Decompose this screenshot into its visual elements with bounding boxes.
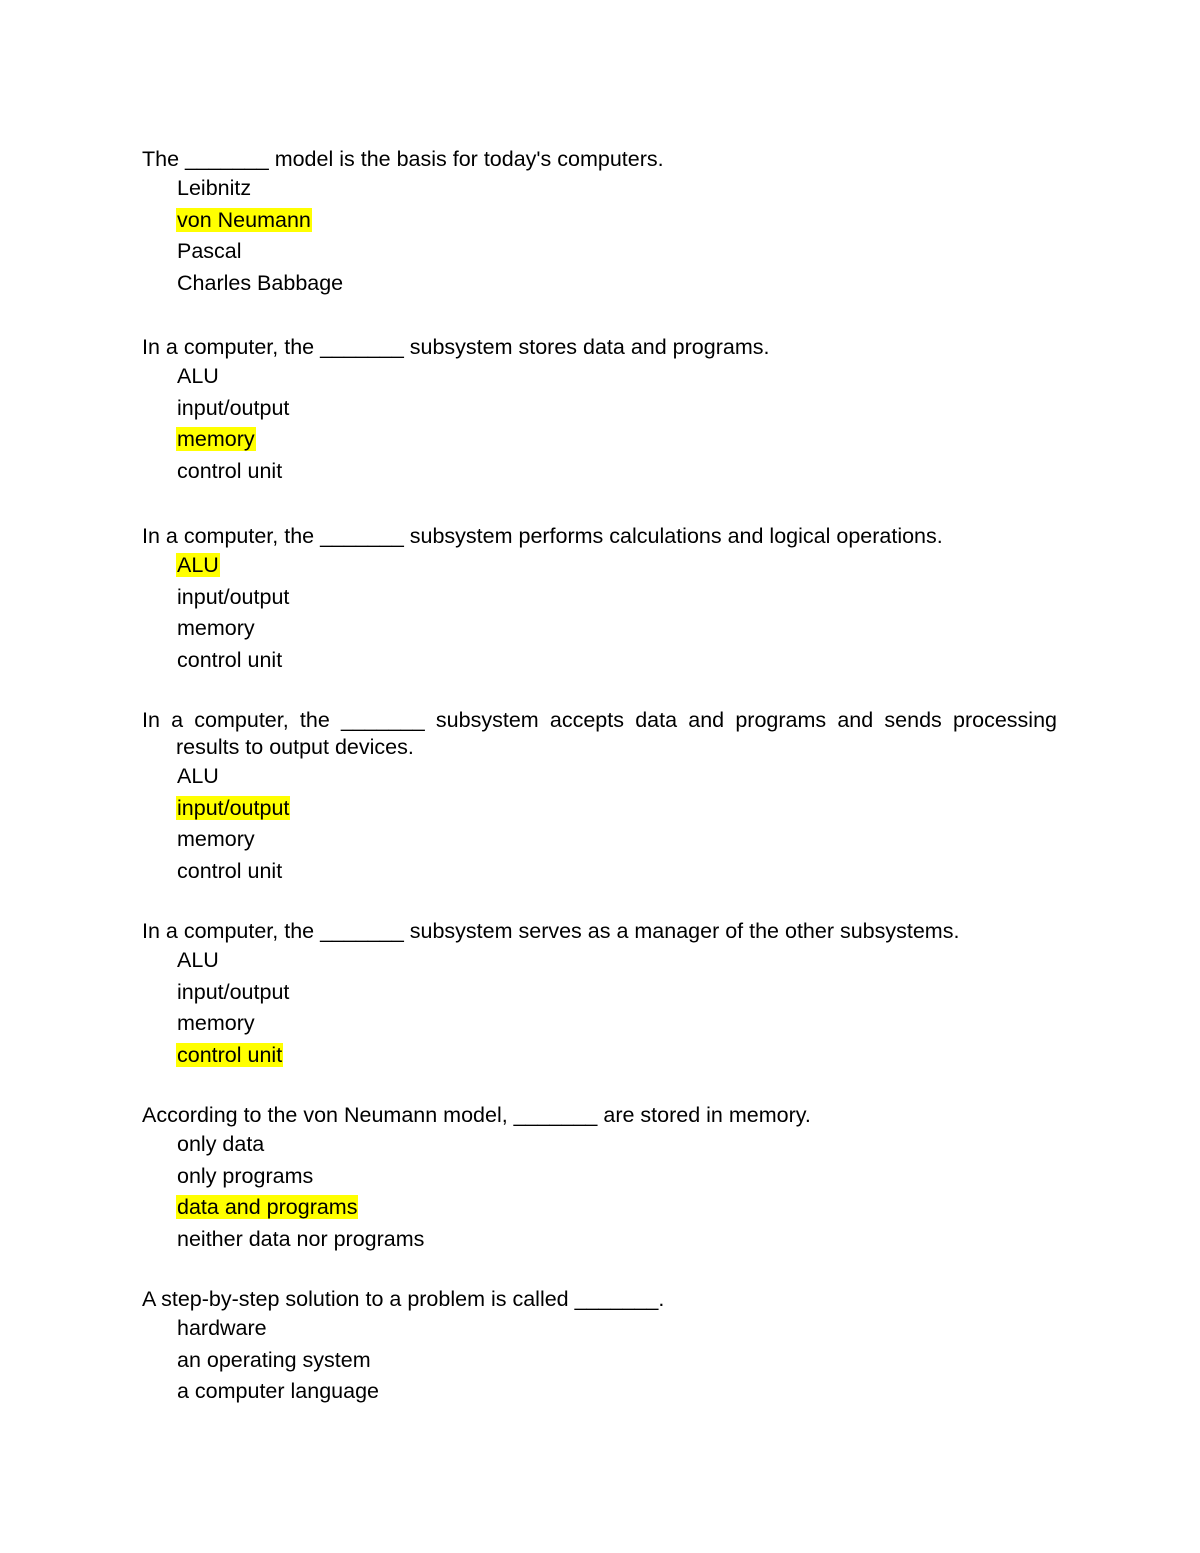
option xyxy=(142,1008,1057,1040)
option xyxy=(142,361,1057,393)
option xyxy=(142,424,1057,456)
question-text: A step-by-step solution to a problem is called _______. xyxy=(142,1287,665,1311)
option xyxy=(142,645,1057,677)
option-list xyxy=(142,550,1057,676)
option xyxy=(142,393,1057,425)
option xyxy=(142,1192,1057,1224)
option-text: ALU xyxy=(177,364,219,388)
option xyxy=(142,1129,1057,1161)
question-1 xyxy=(142,146,1057,299)
option-text: control unit xyxy=(177,858,283,883)
option xyxy=(142,977,1057,1009)
option xyxy=(142,613,1057,645)
option xyxy=(142,582,1057,614)
option-list xyxy=(142,361,1057,487)
option-text: only data xyxy=(177,1132,265,1156)
option xyxy=(142,793,1057,825)
highlighted-answer: von Neumann xyxy=(177,207,311,232)
option-text: hardware xyxy=(177,1316,267,1340)
option xyxy=(142,1345,1057,1377)
option xyxy=(142,1313,1057,1345)
option-text: ALU xyxy=(177,948,219,972)
option xyxy=(142,945,1057,977)
option xyxy=(142,1040,1057,1072)
option-text: neither data nor programs xyxy=(177,1226,425,1251)
option xyxy=(142,205,1057,237)
option-text: control unit xyxy=(177,647,283,672)
option-text: Leibnitz xyxy=(177,176,252,200)
option-text: Charles Babbage xyxy=(177,270,344,295)
option xyxy=(142,1224,1057,1256)
option xyxy=(142,856,1057,888)
question-text: In a computer, the _______ subsystem accepts data and programs and sends processing results to output devices. xyxy=(142,708,1057,759)
option-text: an operating system xyxy=(177,1347,371,1372)
highlighted-answer: memory xyxy=(177,427,255,451)
option xyxy=(142,1376,1057,1408)
question-text: The _______ model is the basis for today's computers. xyxy=(142,147,664,171)
option-text: a computer language xyxy=(177,1379,380,1403)
option-list xyxy=(142,761,1057,887)
question-3 xyxy=(142,523,1057,676)
option-text: memory xyxy=(177,827,255,851)
option xyxy=(142,268,1057,300)
question-text: In a computer, the _______ subsystem stores data and programs. xyxy=(142,335,770,359)
option-text: input/output xyxy=(177,584,290,609)
option-text: only programs xyxy=(177,1163,314,1188)
question-text: According to the von Neumann model, _______ are stored in memory. xyxy=(142,1103,811,1127)
option-text: input/output xyxy=(177,395,290,420)
question-7 xyxy=(142,1286,1057,1408)
question-text: In a computer, the _______ subsystem serves as a manager of the other subsystems. xyxy=(142,919,960,943)
option xyxy=(142,1161,1057,1193)
option-text: control unit xyxy=(177,458,283,483)
question-6 xyxy=(142,1102,1057,1255)
option xyxy=(142,173,1057,205)
option-list xyxy=(142,945,1057,1071)
option-list xyxy=(142,1313,1057,1408)
option-text: Pascal xyxy=(177,239,242,263)
option-list xyxy=(142,1129,1057,1255)
highlighted-answer: data and programs xyxy=(177,1195,358,1219)
option xyxy=(142,761,1057,793)
option xyxy=(142,550,1057,582)
question-4 xyxy=(142,707,1057,887)
highlighted-answer: ALU xyxy=(177,553,219,577)
question-2 xyxy=(142,334,1057,487)
option xyxy=(142,824,1057,856)
option-list xyxy=(142,173,1057,299)
option-text: ALU xyxy=(177,764,219,788)
option xyxy=(142,236,1057,268)
option-text: input/output xyxy=(177,979,290,1004)
question-text: In a computer, the _______ subsystem performs calculations and logical operations. xyxy=(142,524,943,548)
option xyxy=(142,456,1057,488)
option-text: memory xyxy=(177,1011,255,1035)
option-text: memory xyxy=(177,616,255,640)
highlighted-answer: control unit xyxy=(177,1042,283,1067)
highlighted-answer: input/output xyxy=(177,795,290,820)
question-5 xyxy=(142,918,1057,1071)
